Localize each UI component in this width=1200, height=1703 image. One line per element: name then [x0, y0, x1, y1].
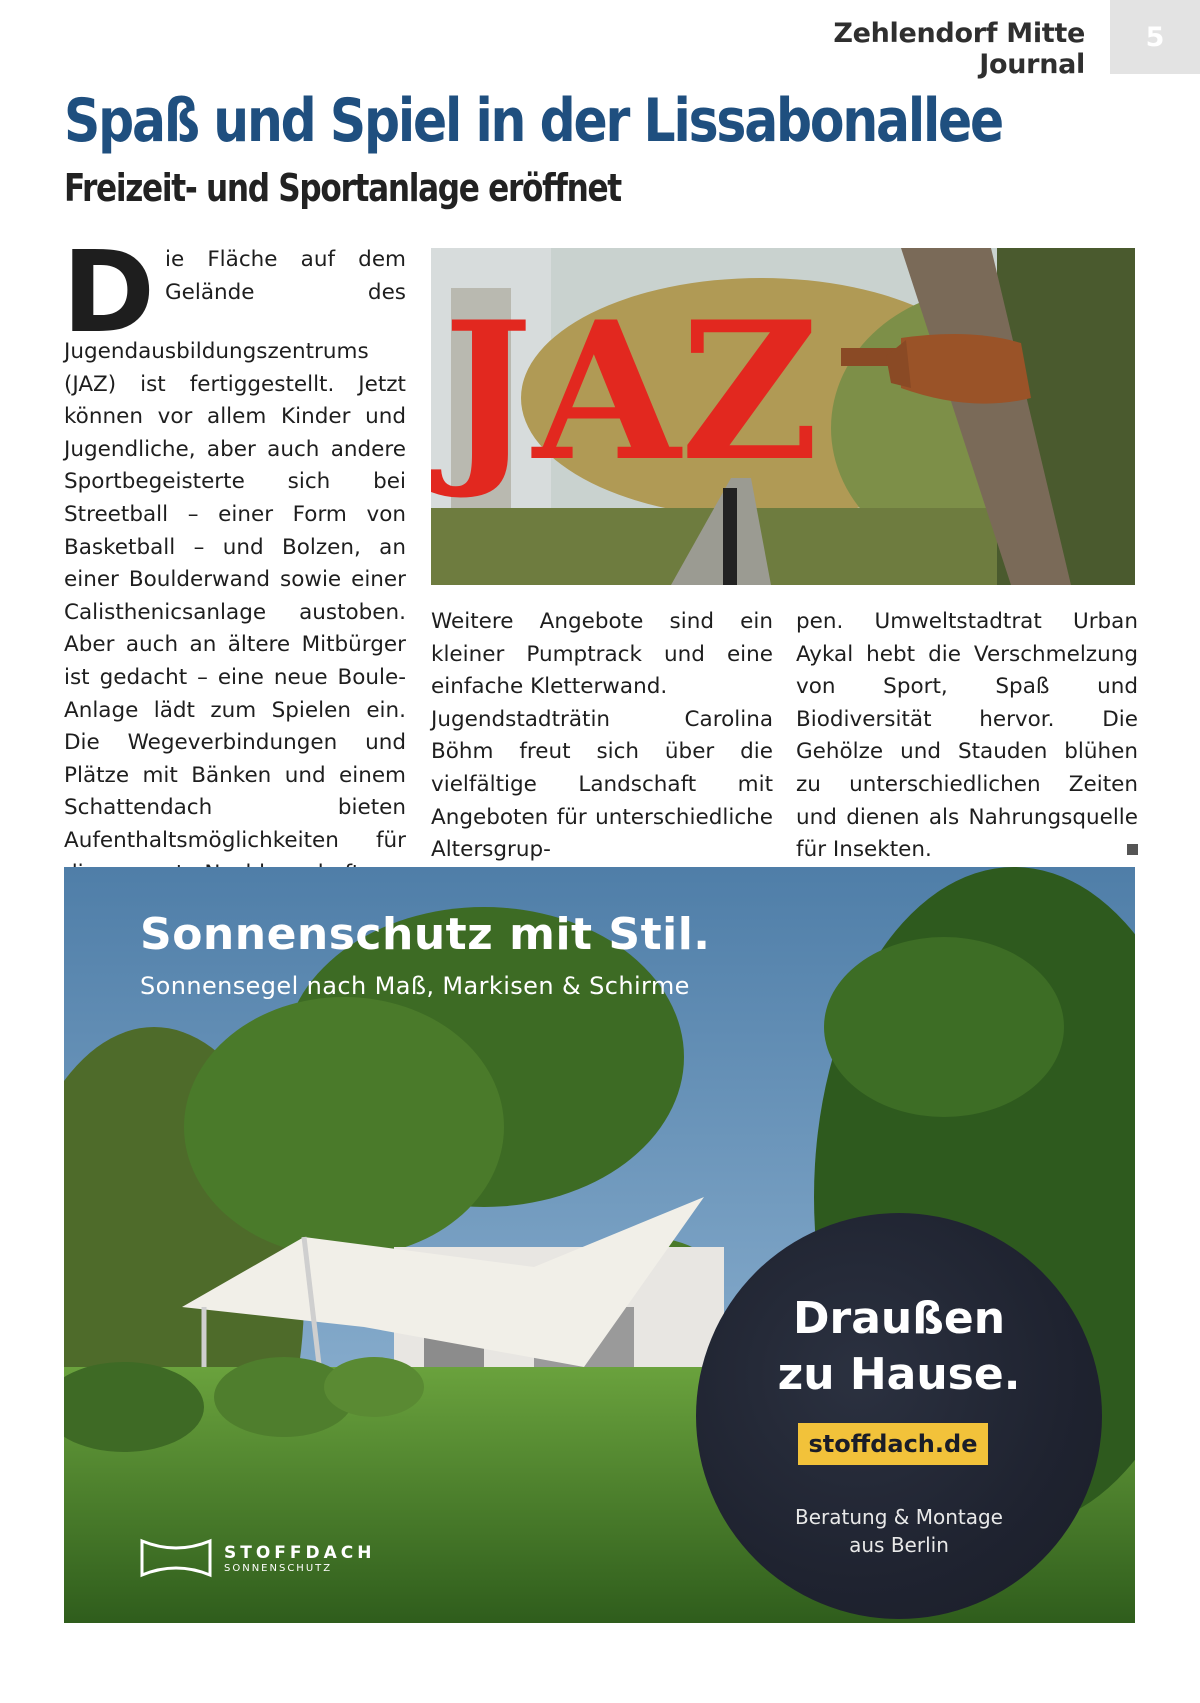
ad-note-line-1: Beratung & Montage — [795, 1505, 1003, 1529]
ad-note — [696, 1503, 1102, 1559]
jaz-sign: JAZ — [442, 280, 820, 503]
stoffdach-logo — [140, 1537, 376, 1579]
column-3-text: pen. Umweltstadtrat Urban Aykal hebt die Verschmelzung von Sport, Spaß und Biodiversität hervor. Die Gehölze und Stauden blühen zu unterschiedlichen Zeiten und dienen als Nahrungsquelle für Insekten. — [796, 609, 1138, 863]
ad-slogan — [696, 1291, 1102, 1403]
column-1-text: ie Fläche auf dem Gelände des Jugendausbildungszentrums (JAZ) ist fertiggestellt. Jetzt können vor allem Kinder und Jugendliche, aber auch andere Sportbegeisterte sich bei Streetball – einer Form von Basketball – und Bolzen, an einer Boulderwand sowie einer Calisthenicsanlage austoben. Aber auch an ältere Mitbürger ist gedacht – eine neue Boule-Anlage lädt zum Spielen ein. Die Wegeverbindungen und Plätze mit Bänken und einem Schattendach bieten Aufenthaltsmöglichkeiten für — [64, 247, 406, 853]
end-mark-icon — [1127, 844, 1138, 855]
sail-logo-icon — [140, 1537, 212, 1579]
ad-website-link[interactable]: stoffdach.de — [798, 1423, 988, 1465]
article-column-3 — [796, 606, 1138, 867]
column-2-paragraph-2: Jugendstadträtin Carolina Böhm freut sich über die vielfältige Landschaft mit Angeboten für unterschiedliche Altersgrup- — [431, 706, 773, 863]
ad-slogan-line-2: zu Hause. — [777, 1349, 1021, 1400]
article-column-1 — [62, 228, 406, 890]
column-2-paragraph-1: Weitere Angebote sind ein kleiner Pumptrack und eine einfache Kletterwand. — [431, 609, 773, 700]
brand-name: STOFFDACH — [224, 1542, 376, 1563]
article-subheadline: Freizeit- und Sportanlage eröffnet — [64, 166, 621, 210]
brand-tagline: SONNENSCHUTZ — [224, 1562, 333, 1574]
ad-slogan-line-1: Draußen — [792, 1293, 1006, 1344]
ad-title: Sonnenschutz mit Stil. — [140, 909, 711, 960]
running-head: Zehlendorf Mitte Journal — [833, 18, 1085, 80]
stoffdach-advertisement[interactable] — [64, 867, 1135, 1623]
ad-note-line-2: aus Berlin — [849, 1533, 949, 1557]
page-number: 5 — [1110, 0, 1200, 74]
article-headline: Spaß und Spiel in der Lissabonallee — [64, 86, 1003, 156]
photo-illustration — [431, 248, 1135, 585]
article-column-2 — [431, 606, 773, 867]
jaz-sign-photo — [431, 248, 1135, 585]
ad-slogan-circle — [696, 1213, 1102, 1619]
dropcap: D — [62, 228, 155, 358]
ad-subtitle: Sonnensegel nach Maß, Markisen & Schirme — [140, 972, 690, 1000]
